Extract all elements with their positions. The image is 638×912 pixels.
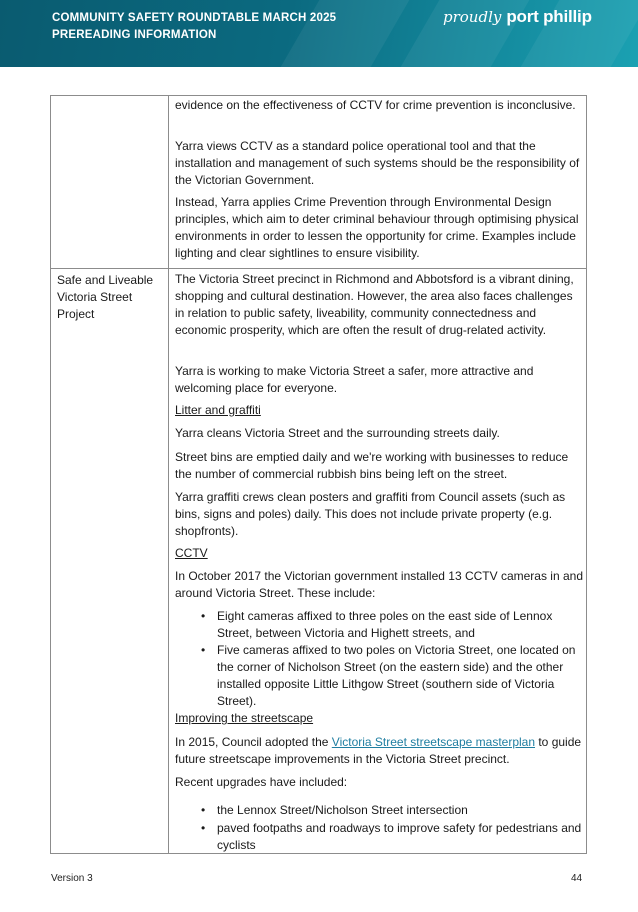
paragraph: evidence on the effectiveness of CCTV for crime prevention is inconclusive. xyxy=(175,98,576,112)
table-cell-content xyxy=(175,96,583,268)
bullet-icon: • xyxy=(201,643,206,657)
table-cell-label xyxy=(51,96,169,268)
row2-label: Safe and Liveable Victoria Street Project xyxy=(57,273,154,321)
bullet-icon: • xyxy=(201,821,206,835)
header-title xyxy=(52,10,336,44)
port-phillip-logo xyxy=(443,7,592,27)
table-row xyxy=(51,96,586,268)
table-cell-content xyxy=(175,269,583,853)
list-item-text: the Lennox Street/Nicholson Street intersection xyxy=(217,803,468,817)
content-table xyxy=(50,95,587,854)
list-item-text: Eight cameras affixed to three poles on the east side of Lennox Street, between Victoria and Highett streets, and xyxy=(217,609,553,640)
page-header xyxy=(0,0,638,67)
bullet-icon: • xyxy=(201,803,206,817)
paragraph: Yarra is working to make Victoria Street a safer, more attractive and welcoming place for everyone. xyxy=(175,364,534,395)
list-item xyxy=(175,802,583,819)
footer-version: Version 3 xyxy=(51,873,93,884)
section-heading-litter: Litter and graffiti xyxy=(175,403,261,417)
logo-brand-text: port phillip xyxy=(506,7,592,26)
list-item xyxy=(175,820,583,854)
table-cell-label xyxy=(51,269,169,853)
streetscape-text-post: to guide future streetscape improvements in the Victoria Street precinct. xyxy=(175,735,582,766)
list-item-text: paved footpaths and roadways to improve safety for pedestrians and cyclists xyxy=(217,821,582,852)
section-heading-cctv: CCTV xyxy=(175,546,208,560)
page-number: 44 xyxy=(571,873,583,884)
paragraph: Street bins are emptied daily and we're working with businesses to reduce the number of commercial rubbish bins being left on the street. xyxy=(175,450,569,481)
paragraph: In October 2017 the Victorian government installed 13 CCTV cameras in and around Victoria Street. These include: xyxy=(175,569,583,600)
table-row xyxy=(51,268,586,853)
section-heading-streetscape: Improving the streetscape xyxy=(175,711,314,725)
masterplan-link[interactable]: Victoria Street streetscape masterplan xyxy=(331,735,536,749)
bullet-icon: • xyxy=(201,609,206,623)
streetscape-text-pre: In 2015, Council adopted the xyxy=(175,735,332,749)
paragraph: Instead, Yarra applies Crime Prevention through Environmental Design principles, which aim to deter criminal behaviour through optimising physical environments in order to lessen the opportunity for crime. Examples include lighting and clear sightlines to ensure visibility. xyxy=(175,195,579,260)
paragraph: Yarra views CCTV as a standard police operational tool and that the installation and management of such systems should be the responsibility of the Victorian Government. xyxy=(175,139,580,187)
logo-script-text: proudly xyxy=(443,8,502,26)
list-item xyxy=(175,608,583,642)
header-title-line1: COMMUNITY SAFETY ROUNDTABLE MARCH 2025 xyxy=(52,12,337,24)
paragraph-streetscape xyxy=(175,734,583,768)
list-item xyxy=(175,642,583,710)
header-title-line2: PREREADING INFORMATION xyxy=(52,29,217,41)
paragraph: The Victoria Street precinct in Richmond and Abbotsford is a vibrant dining, shopping and cultural destination. However, the area also faces challenges in relation to public safety, liveability, community connectedness and economic prosperity, which are often the result of drug-related activity. xyxy=(175,272,574,337)
list-item-text: Five cameras affixed to two poles on Victoria Street, one located on the corner of Nicholson Street (on the eastern side) and the other installed opposite Little Lithgow Street (southern side of Victoria Street). xyxy=(217,643,576,708)
paragraph: Yarra cleans Victoria Street and the surrounding streets daily. xyxy=(175,426,500,440)
paragraph: Yarra graffiti crews clean posters and graffiti from Council assets (such as bins, signs and poles) daily. This does not include private property (e.g. shopfronts). xyxy=(175,490,566,538)
paragraph: Recent upgrades have included: xyxy=(175,775,348,789)
